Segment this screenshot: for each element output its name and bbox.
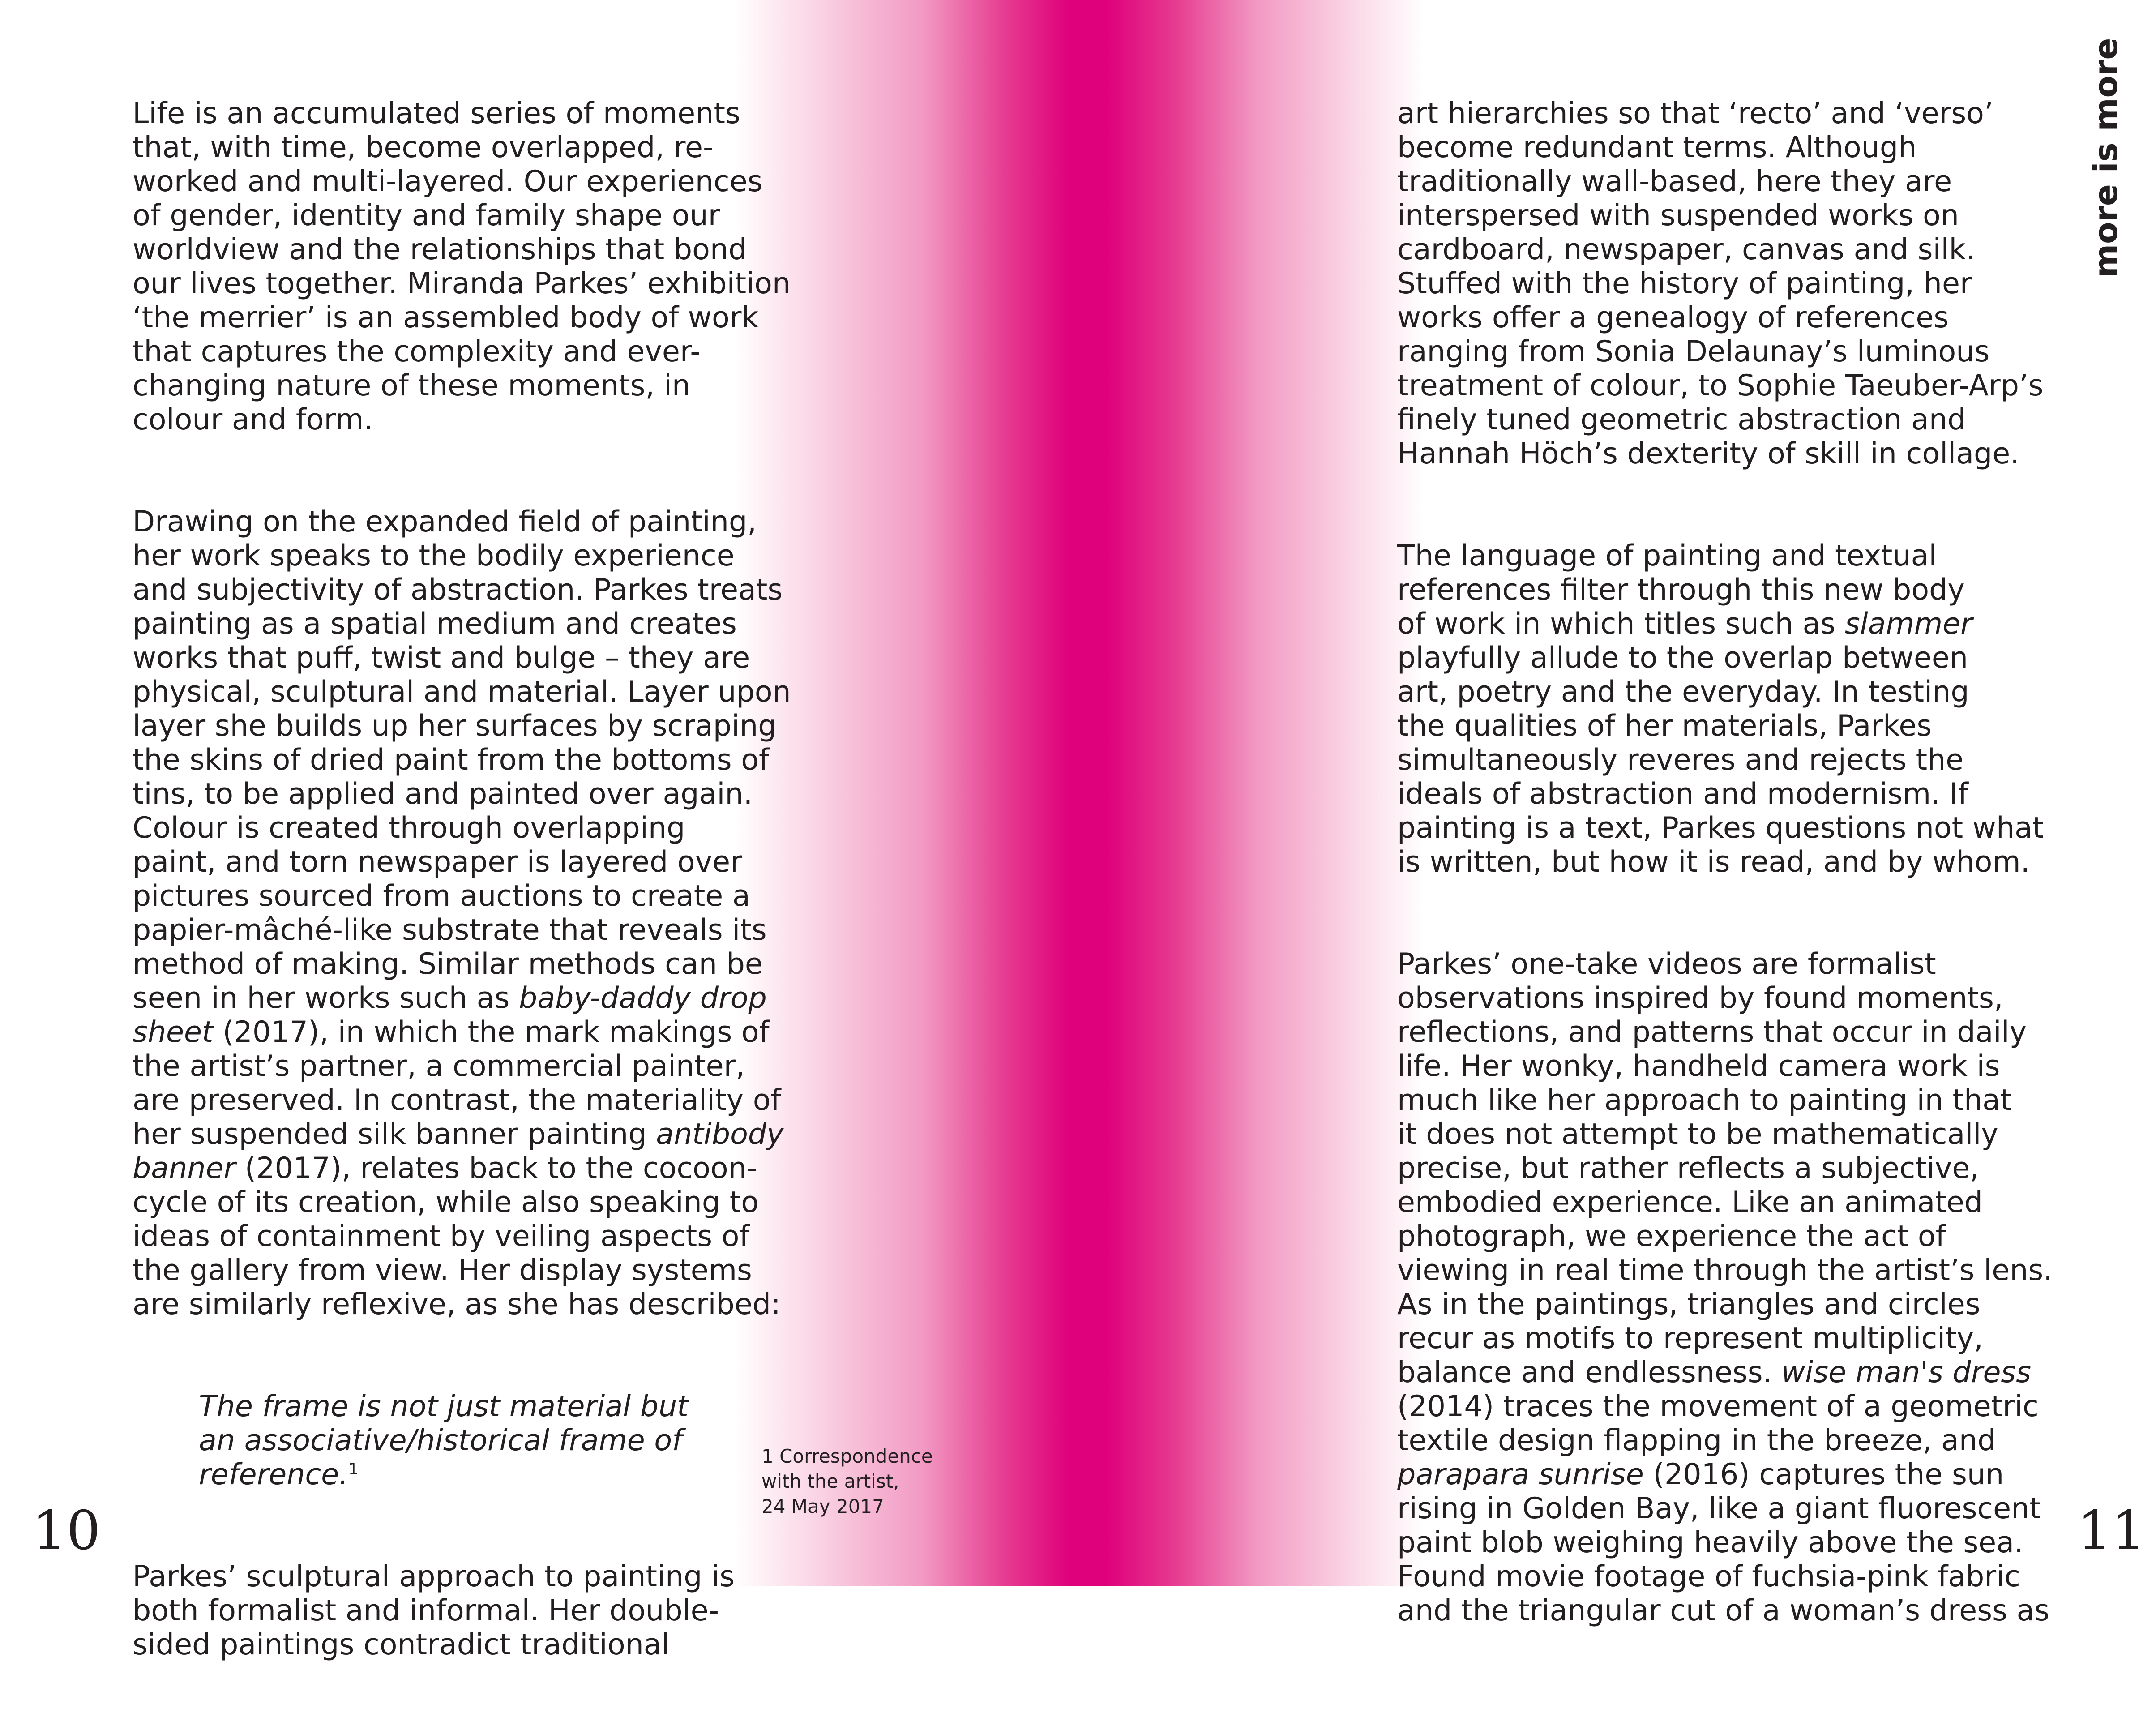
right-paragraph-3 — [1397, 947, 2064, 1628]
block-quote-text: The frame is not just material but an associative/historical frame of reference. — [199, 1390, 689, 1491]
work-title-parapara-sunrise: parapara sunrise — [1397, 1458, 1644, 1491]
left-paragraph-3: Parkes’ sculptural approach to painting is both formalist and informal. Her double- sided paintings contradict traditional — [133, 1560, 735, 1661]
left-page-text-column — [133, 63, 795, 1730]
work-title-wise-mans-dress: wise man's dress — [1781, 1356, 2032, 1389]
work-title-baby-daddy-drop-sheet: baby-daddy drop sheet — [133, 981, 767, 1049]
running-head-text: more is more — [2087, 38, 2125, 278]
left-p2-text-c: (2017), relates back to the cocoon- cycle of its creation, while also speaking to ideas of containment by veiling aspects of the gallery from view. Her display systems are similarly reflexive, as she has described: — [133, 1152, 781, 1321]
page-number-right: 11 — [2077, 1500, 2146, 1562]
right-p2-text-a: The language of painting and textual references filter through this new body of work in which titles such as — [1397, 539, 1965, 641]
footnote-marker: 1 — [761, 1445, 774, 1467]
right-page-text-column — [1397, 63, 2064, 1696]
running-head — [2087, 38, 2125, 278]
right-p3-text-b: (2014) traces the movement of a geometric textile design flapping in the breeze, and — [1397, 1390, 2039, 1457]
right-paragraph-2 — [1397, 539, 2064, 879]
footnote — [761, 1444, 958, 1519]
block-quote — [199, 1390, 795, 1492]
footnote-reference: 1 — [348, 1460, 359, 1478]
work-title-slammer: slammer — [1844, 607, 1972, 641]
left-paragraph-1: Life is an accumulated series of moments that, with time, become overlapped, re- worked and multi-layered. Our experiences of gender, identity and family shape our worldview and the relationships that bond our lives together. Miranda Parkes’ exhibition ‘the merrier’ is an assembled body of work that captures the complexity and ever- changing nature of these moments, in colour and form. — [133, 97, 791, 437]
left-paragraph-2 — [133, 505, 795, 1322]
work-title-antibody-banner: antibody banner — [133, 1118, 784, 1185]
page-number-left: 10 — [32, 1500, 101, 1562]
right-p2-text-b: playfully allude to the overlap between art, poetry and the everyday. In testing the qualities of her materials, Parkes simultaneously reveres and rejects the ideals of abstraction and modernism. If painting is a text, Parkes questions not what is written, but how it is read, and by whom. — [1397, 641, 2044, 879]
right-p3-text-a: Parkes’ one-take videos are formalist observations inspired by found moments, reflections, and patterns that occur in daily life. Her wonky, handheld camera work is much like her approach to painting in that it does not attempt to be mathematically precise, but rather reflects a subjective, embodied experience. Like an animated photograph, we experience the act of viewing in real time through the artist’s lens. As in the paintings, triangles and circles recur as motifs to represent multiplicity, balance and endlessness. — [1397, 947, 2053, 1389]
right-paragraph-1: art hierarchies so that ‘recto’ and ‘verso’ become redundant terms. Although traditionally wall-based, here they are interspersed with suspended works on cardboard, newspaper, canvas and silk. Stuffed with the history of painting, her works offer a genealogy of references ranging from Sonia Delaunay’s luminous treatment of colour, to Sophie Taeuber-Arp’s finely tuned geometric abstraction and Hannah Höch’s dexterity of skill in collage. — [1397, 97, 2044, 471]
left-p2-text-b: (2017), in which the mark makings of the artist’s partner, a commercial painter, are preserved. In contrast, the materiality of her suspended silk banner painting — [133, 1015, 781, 1151]
footnote-text: Correspondence with the artist, 24 May 2017 — [761, 1445, 933, 1517]
right-p3-text-c: (2016) captures the sun rising in Golden Bay, like a giant fluorescent paint blob weighing heavily above the sea. Found movie footage of fuchsia-pink fabric and the triangular cut of a woman’s dress as — [1397, 1458, 2050, 1627]
left-p2-text-a: Drawing on the expanded field of painting, her work speaks to the bodily experience and subjectivity of abstraction. Parkes treats painting as a spatial medium and creates works that puff, twist and bulge – they are physical, sculptural and material. Layer upon layer she builds up her surfaces by scraping the skins of dried paint from the bottoms of tins, to be applied and painted over again. Colour is created through overlapping paint, and torn newspaper is layered over pictures sourced from auctions to create a papier-mâché-like substrate that reveals its method of making. Similar methods can be seen in her works such as — [133, 505, 791, 1015]
